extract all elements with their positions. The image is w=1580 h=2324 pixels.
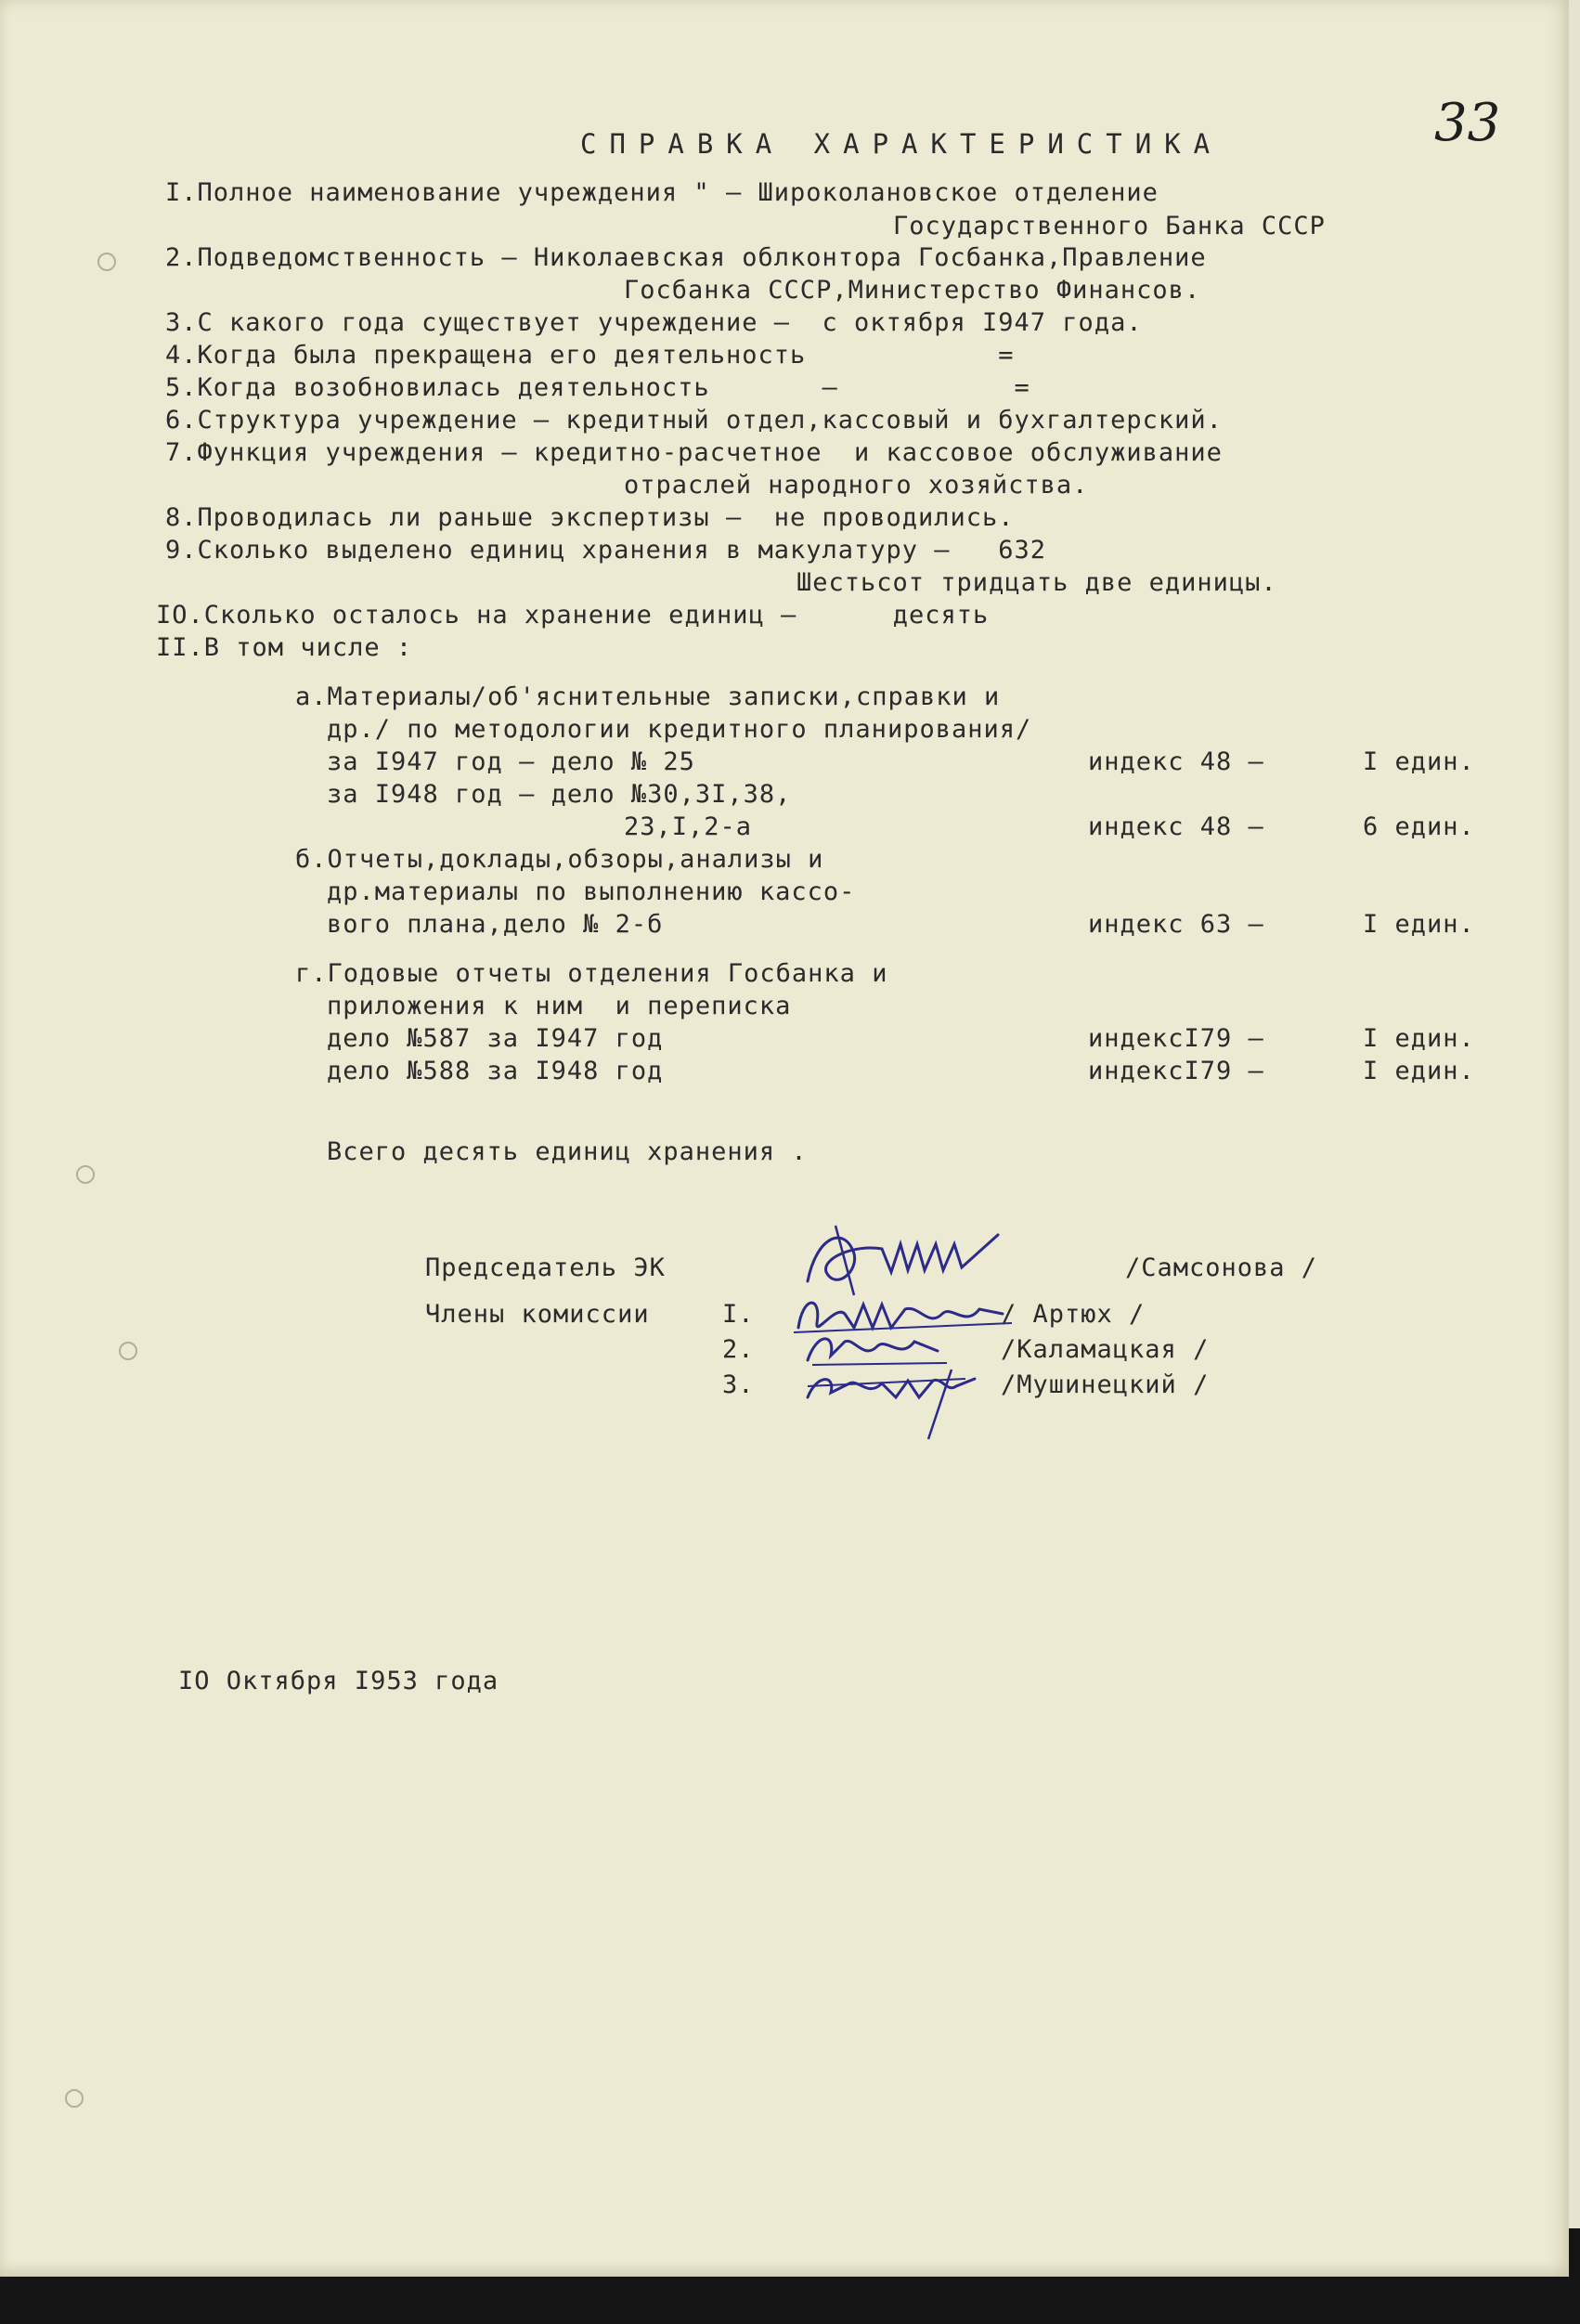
member-1-name: / Артюх / (1001, 1300, 1146, 1329)
item-4: 4.Когда была прекращена его деятельность = (165, 341, 1015, 370)
subitem-a-line5: 23,I,2-а (624, 812, 753, 841)
member-3-name: /Мушинецкий / (1001, 1370, 1210, 1399)
subitem-g-units3: I един. (1363, 1024, 1475, 1053)
subitem-b-units3: I един. (1363, 910, 1475, 939)
subitem-g-line1: г.Годовые отчеты отделения Госбанка и (295, 959, 888, 988)
member-2-name: /Каламацкая / (1001, 1335, 1210, 1364)
item-10: IO.Сколько осталось на хранение единиц – десять (156, 601, 990, 630)
item-2: 2.Подведомственность – Николаевская облконтора Госбанка,Правление (165, 243, 1207, 272)
item-5: 5.Когда возобновилась деятельность – = (165, 373, 1030, 402)
item-7: 7.Функция учреждения – кредитно-расчетное и кассовое обслуживание (165, 438, 1223, 467)
item-3: 3.С какого года существует учреждение – с октября I947 года. (165, 308, 1143, 337)
item-7-cont: отраслей народного хозяйства. (624, 471, 1089, 500)
item-11: II.В том числе : (156, 633, 413, 662)
punch-hole (97, 253, 116, 271)
document-title: СПРАВКА ХАРАКТЕРИСТИКА (580, 128, 1224, 160)
member-3-num: 3. (722, 1370, 755, 1399)
member-3-signature (798, 1360, 1012, 1444)
item-8: 8.Проводилась ли раньше экспертизы – не проводились. (165, 503, 1015, 532)
page-number: 33 (1434, 93, 1501, 153)
subitem-g-units4: I един. (1363, 1057, 1475, 1085)
members-label: Члены комиссии (425, 1300, 650, 1329)
chair-label: Председатель ЭК (425, 1253, 666, 1282)
subitem-g-index3: индексI79 – (1088, 1024, 1264, 1053)
subitem-a-line2: др./ по методологии кредитного планирования/ (327, 715, 1032, 744)
subitem-g-line4: дело №588 за I948 год (327, 1057, 664, 1085)
subitem-b-index3: индекс 63 – (1088, 910, 1264, 939)
subitem-a-units5: 6 един. (1363, 812, 1475, 841)
member-1-num: I. (722, 1300, 755, 1329)
total-line: Всего десять единиц хранения . (327, 1137, 808, 1166)
subitem-a-line4: за I948 год – дело №30,3I,38, (327, 780, 792, 809)
item-1-cont: Государственного Банка СССР (893, 212, 1326, 240)
document-date: IO Октября I953 года (178, 1667, 499, 1695)
subitem-a-index3: индекс 48 – (1088, 747, 1264, 776)
subitem-a-line1: а.Материалы/об'яснительные записки,справки и (295, 682, 1001, 711)
item-6: 6.Структура учреждение – кредитный отдел,кассовый и бухгалтерский. (165, 406, 1223, 435)
subitem-g-line3: дело №587 за I947 год (327, 1024, 664, 1053)
subitem-a-line3: за I947 год – дело № 25 (327, 747, 695, 776)
subitem-b-line2: др.материалы по выполнению кассо- (327, 877, 856, 906)
punch-hole (65, 2089, 84, 2108)
item-9-cont: Шестьсот тридцать две единицы. (796, 568, 1277, 597)
subitem-g-line2: приложения к ним и переписка (327, 992, 792, 1020)
subitem-a-units3: I един. (1363, 747, 1475, 776)
member-2-num: 2. (722, 1335, 755, 1364)
punch-hole (119, 1342, 137, 1360)
subitem-b-line3: вого плана,дело № 2-б (327, 910, 664, 939)
punch-hole (76, 1165, 95, 1184)
subitem-b-line1: б.Отчеты,доклады,обзоры,анализы и (295, 845, 824, 874)
subitem-a-index5: индекс 48 – (1088, 812, 1264, 841)
item-2-cont: Госбанка СССР,Министерство Финансов. (624, 276, 1201, 305)
item-9: 9.Сколько выделено единиц хранения в макулатуру – 632 (165, 536, 1047, 565)
chair-name: /Самсонова / (1125, 1253, 1318, 1282)
item-1: I.Полное наименование учреждения " – Широколановское отделение (165, 178, 1159, 207)
subitem-g-index4: индексI79 – (1088, 1057, 1264, 1085)
